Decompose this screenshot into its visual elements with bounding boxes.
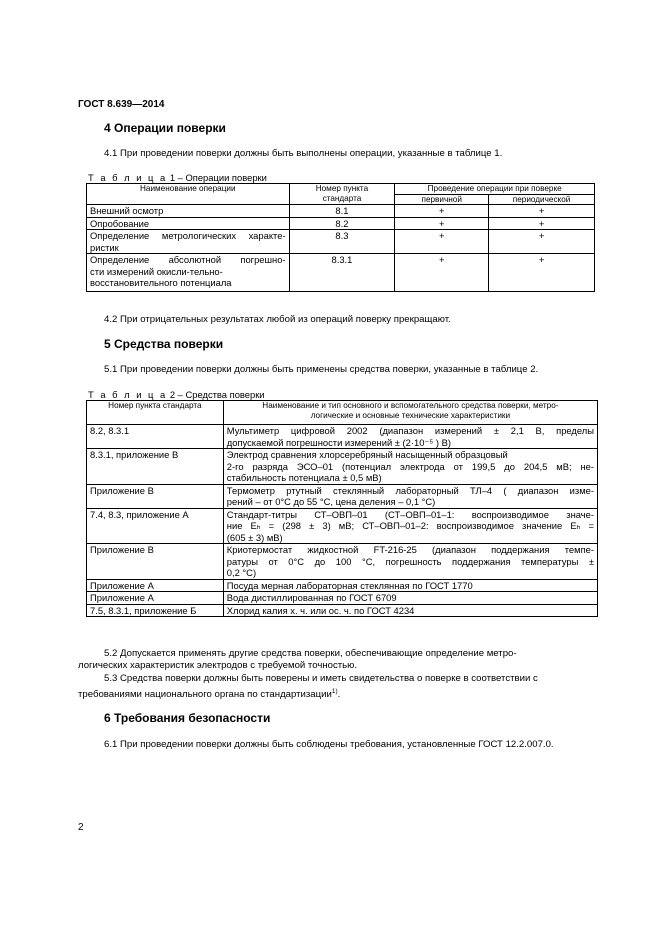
col-header-description: Наименование и тип основного и вспомогательного средства поверки, метро- логические и основные технические характеристики	[223, 401, 597, 425]
table-row	[87, 484, 598, 508]
clause-number: 8.3	[289, 230, 395, 254]
table-2-caption-title: 2 – Средства поверки	[167, 389, 265, 400]
section-5-paragraph-3-line-1: 5.3 Средства поверки должны быть поверены и иметь свидетельства о поверке в соответствии с	[104, 673, 538, 684]
table-operations	[86, 183, 595, 292]
col-header-primary: первичной	[395, 194, 489, 205]
table-row	[87, 230, 595, 254]
operation-name: Определение абсолютной погрешно- сти измерений окисли-тельно- восстановительного потенциала	[87, 254, 290, 292]
section-5-paragraph-1: 5.1 При проведении поверки должны быть применены средства поверки, указанные в таблице 2.	[104, 364, 539, 375]
section-4-paragraph-2: 4.2 При отрицательных результатах любой из операций поверку прекращают.	[104, 314, 451, 325]
tool-description: Термометр ртутный стеклянный лабораторный ТЛ–4 ( диапазон изме- рений – от 0°С до 55 °С, цена деления – 0,1 °С)	[223, 484, 597, 508]
table-row	[87, 508, 598, 544]
operation-name: Внешний осмотр	[87, 205, 290, 218]
table-row	[87, 217, 595, 230]
table-row	[87, 205, 595, 218]
table-row	[87, 592, 598, 605]
section-4-paragraph-1: 4.1 При проведении поверки должны быть выполнены операции, указанные в таблице 1.	[104, 148, 503, 159]
clause-number: 7.4, 8.3, приложение А	[87, 508, 224, 544]
periodic-mark: +	[489, 217, 595, 230]
clause-number: Приложение А	[87, 579, 224, 592]
table-1-caption-title: 1 – Операции поверки	[167, 172, 267, 183]
tool-description: Электрод сравнения хлорсеребряный насыщенный образцовый 2-го разряда ЭСО–01 (потенциал электрода от 199,5 до 204,5 мВ; не- стабильность потенциала ± 0,5 мВ)	[223, 449, 597, 485]
clause-number: 8.3.1	[289, 254, 395, 292]
page-number: 2	[78, 822, 84, 833]
col-header-clause: Номер пункта стандарта	[87, 401, 224, 425]
section-5-paragraph-2-line-2: логических характеристик электродов с требуемой точностью.	[78, 660, 358, 671]
table-row	[87, 544, 598, 580]
table-2-caption	[88, 389, 265, 400]
section-5-paragraph-3-line-2: требованиями национального органа по стандартизации$^{1)}$.	[78, 688, 341, 701]
section-5-title: 5 Средства поверки	[104, 337, 224, 351]
table-row	[87, 449, 598, 485]
tool-description: Вода дистиллированная по ГОСТ 6709	[223, 592, 597, 605]
periodic-mark: +	[489, 230, 595, 254]
section-4-title: 4 Операции поверки	[104, 121, 226, 135]
clause-number: Приложение В	[87, 544, 224, 580]
periodic-mark: +	[489, 254, 595, 292]
col-header-clause: Номер пункта стандарта	[289, 184, 395, 205]
section-6-title: 6 Требования безопасности	[104, 711, 271, 725]
table-row	[87, 254, 595, 292]
clause-number: 7.5, 8.3.1, приложение Б	[87, 604, 224, 617]
primary-mark: +	[395, 254, 489, 292]
primary-mark: +	[395, 217, 489, 230]
clause-number: Приложение А	[87, 592, 224, 605]
operation-name: Определение метрологических характе- ристик	[87, 230, 290, 254]
col-header-periodic: периодической	[489, 194, 595, 205]
tool-description: Мультиметр цифровой 2002 (диапазон измерений ± 2,1 В, пределы допускаемой погрешности измерений ± (2·10⁻⁵ ) В)	[223, 425, 597, 449]
table-row	[87, 604, 598, 617]
clause-number: 8.3.1, приложение В	[87, 449, 224, 485]
col-header-verification: Проведение операции при поверке	[395, 184, 595, 195]
section-5-paragraph-2-line-1: 5.2 Допускается применять другие средства поверки, обеспечивающие определение метро-	[104, 648, 517, 659]
document-code: ГОСТ 8.639—2014	[78, 99, 165, 110]
table-row	[87, 579, 598, 592]
clause-number: 8.2	[289, 217, 395, 230]
table-1-caption	[88, 172, 267, 183]
operation-name: Опробование	[87, 217, 290, 230]
primary-mark: +	[395, 205, 489, 218]
table-row	[87, 425, 598, 449]
tool-description: Посуда мерная лабораторная стеклянная по ГОСТ 1770	[223, 579, 597, 592]
tool-description: Хлорид калия х. ч. или ос. ч. по ГОСТ 4234	[223, 604, 597, 617]
section-6-paragraph-1: 6.1 При проведении поверки должны быть соблюдены требования, установленные ГОСТ 12.2.007.0.	[104, 739, 554, 750]
table-1-caption-prefix: Т а б л и ц а	[88, 172, 168, 183]
primary-mark: +	[395, 230, 489, 254]
clause-number: 8.2, 8.3.1	[87, 425, 224, 449]
table-tools	[86, 400, 598, 617]
footnote-ref: 1)	[331, 688, 338, 695]
clause-number: Приложение В	[87, 484, 224, 508]
tool-description: Криотермостат жидкостной FT-216-25 (диапазон поддержания темпе- ратуры от 0°С до 100 °С, погрешность поддержания температуры ± 0,2 °С)	[223, 544, 597, 580]
col-header-operation: Наименование операции	[87, 184, 290, 205]
clause-number: 8.1	[289, 205, 395, 218]
table-2-caption-prefix: Т а б л и ц а	[88, 389, 168, 400]
periodic-mark: +	[489, 205, 595, 218]
tool-description: Стандарт-титры СТ–ОВП–01 (СТ–ОВП–01–1: воспроизводимое значе- ние Eₕ = (298 ± 3) мВ; СТ–ОВП–01–2: воспроизводимое значение Eₕ = (605 ± 3) мВ)	[223, 508, 597, 544]
